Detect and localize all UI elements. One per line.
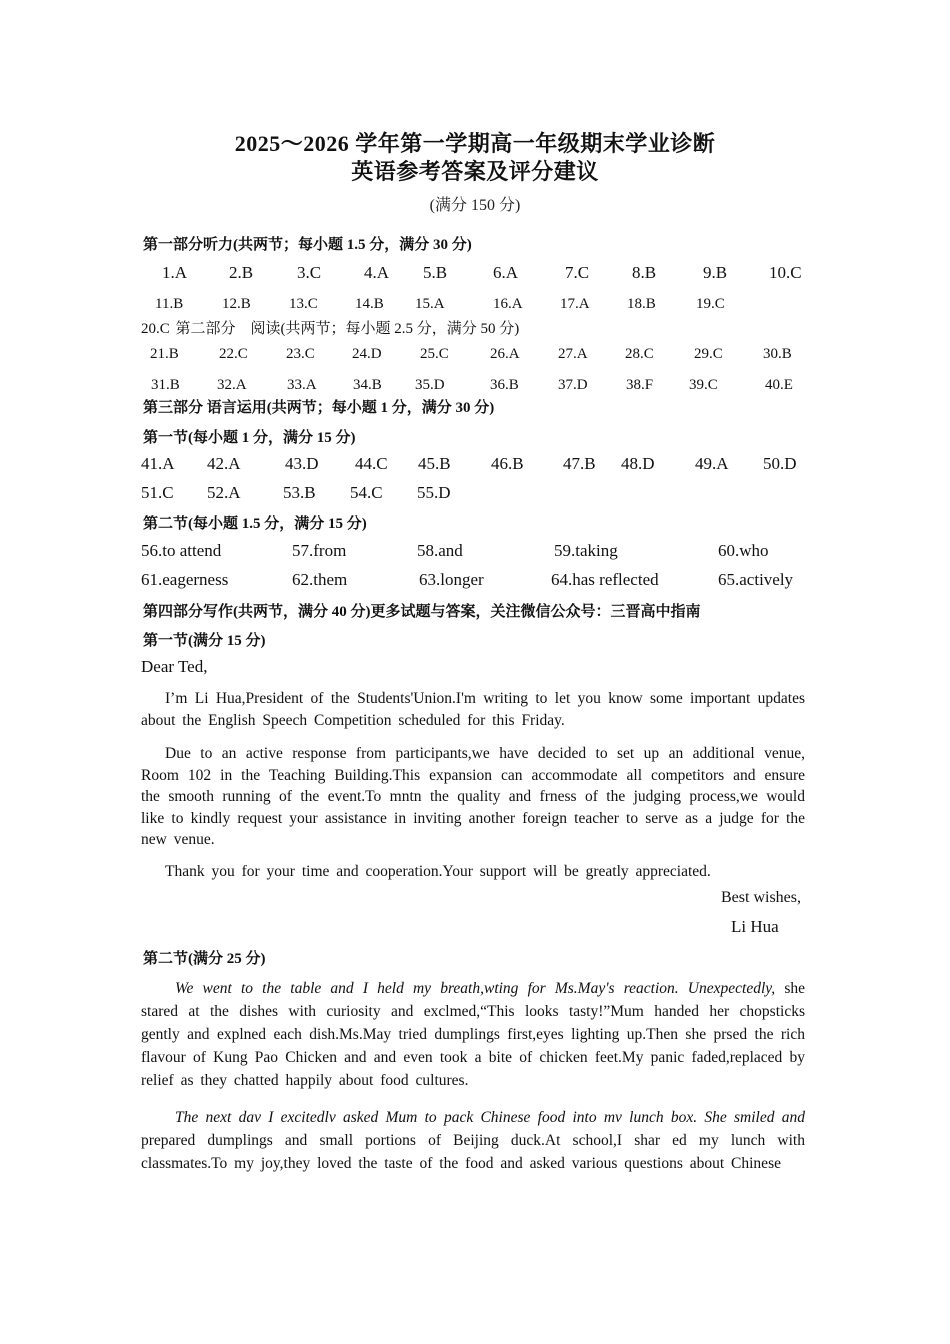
answer-item: 55.D [417,483,451,502]
paragraph-opening-italic: The next dav I excitedlv asked Mum to pack Chinese food into mv lunch box. She smiled and [175,1109,805,1126]
answer-item: 11.B [155,296,184,312]
answer-item: 65.actively [718,570,794,589]
answer-item: 14.B [355,296,384,312]
answer-row-21-30 [0,346,950,368]
answer-item: 64.has reflected [551,570,659,589]
full-score-note: (满分 150 分) [429,197,521,214]
answer-item: 63.longer [419,570,484,589]
answer-item: 41.A [141,454,175,473]
answer-item: 26.A [490,346,520,362]
answer-item: 19.C [696,296,725,312]
answer-item: 1.A [162,263,188,282]
answer-row-61-65 [0,570,950,592]
answer-item: 58.and [417,541,463,560]
answer-item: 23.C [286,346,315,362]
answer-item: 39.C [689,377,718,393]
answer-item: 47.B [563,454,596,473]
answer-item: 56.to attend [141,541,222,560]
part3-heading: 第三部分 语言运用(共两节；每小题 1 分，满分 30 分) [143,400,495,416]
answer-item: 21.B [150,346,179,362]
letter-paragraph-2: Due to an active response from participants,we have decided to set up an additional venue, Room 102 in the Teaching Building.This expansion can accommodate all competitors and ensure the smooth running of the event.To mntn the quality and frness of the judging process,we would like to kindly request your assistance in inviting another foreign teacher to serve as a judge for the new venue. [141,745,805,848]
answer-item: 18.B [627,296,656,312]
continuation-paragraph-2 [141,1106,805,1175]
part4-section1-heading: 第一节(满分 15 分) [143,633,266,649]
page-subtitle: 英语参考答案及评分建议 [351,159,599,184]
letter-paragraph-1: I’m Li Hua,President of the Students'Union.I'm writing to let you know some important updates about the English Speech Competition scheduled for this Friday. [141,690,805,729]
answer-item: 24.D [352,346,382,362]
answer-item: 46.B [491,454,524,473]
answer-row-20 [0,317,950,339]
answer-item: 38.F [626,377,654,393]
answer-item: 4.A [364,263,390,282]
answer-item: 13.C [289,296,318,312]
answer-item: 16.A [493,296,523,312]
answer-item: 37.D [558,377,588,393]
answer-item: 20.C [141,321,170,337]
answer-row-11-19 [0,296,950,318]
answer-item: 27.A [558,346,588,362]
paragraph-opening-italic: We went to the table and I held my breath,wting for Ms.May's reaction. Unexpectedly, [175,980,776,997]
answer-item: 12.B [222,296,251,312]
answer-item: 32.A [217,377,247,393]
letter-signature: Li Hua [731,917,779,936]
answer-row-51-55 [0,483,950,505]
answer-item: 5.B [423,263,448,282]
answer-item: 43.D [285,454,319,473]
answer-item: 10.C [769,263,802,282]
answer-item: 35.D [415,377,445,393]
paragraph-body: prepared dumplings and small portions of Beijing duck.At school,I shar ed my lunch with classmates.To my joy,they loved the taste of the food and asked various questions about Chinese [141,1132,805,1172]
answer-item: 62.them [292,570,348,589]
answer-row-1-10 [0,263,950,285]
part2-heading: 第二部分 阅读(共两节；每小题 2.5 分，满分 50 分) [175,321,520,337]
letter-paragraph-3: Thank you for your time and cooperation.Your support will be greatly appreciated. [165,863,711,880]
answer-item: 49.A [695,454,729,473]
part3-section2-heading: 第二节(每小题 1.5 分，满分 15 分) [143,516,367,532]
answer-item: 8.B [632,263,657,282]
answer-item: 54.C [350,483,383,502]
answer-item: 36.B [490,377,519,393]
answer-item: 30.B [763,346,792,362]
letter-closing: Best wishes, [721,889,801,906]
answer-item: 59.taking [554,541,618,560]
answer-item: 15.A [415,296,445,312]
answer-item: 40.E [765,377,793,393]
answer-row-56-60 [0,541,950,563]
answer-item: 29.C [694,346,723,362]
answer-item: 42.A [207,454,241,473]
answer-item: 31.B [151,377,180,393]
answer-item: 45.B [418,454,451,473]
answer-item: 44.C [355,454,388,473]
answer-item: 22.C [219,346,248,362]
answer-item: 6.A [493,263,519,282]
answer-item: 51.C [141,483,174,502]
page-title: 2025～2026 学年第一学期高一年级期末学业诊断 [234,131,716,156]
answer-item: 2.B [229,263,254,282]
answer-item: 61.eagerness [141,570,229,589]
continuation-paragraph-1 [141,977,805,1092]
part1-heading: 第一部分听力(共两节；每小题 1.5 分，满分 30 分) [143,237,472,253]
answer-item: 3.C [297,263,322,282]
answer-item: 52.A [207,483,241,502]
part4-section2-heading: 第二节(满分 25 分) [143,951,266,967]
answer-item: 53.B [283,483,316,502]
part3-section1-heading: 第一节(每小题 1 分，满分 15 分) [143,430,356,446]
answer-row-41-50 [0,454,950,476]
answer-item: 57.from [292,541,347,560]
answer-item: 17.A [560,296,590,312]
answer-item: 48.D [621,454,655,473]
answer-item: 33.A [287,377,317,393]
part4-heading: 第四部分写作(共两节，满分 40 分)更多试题与答案，关注微信公众号：三晋高中指南 [143,604,701,620]
answer-item: 60.who [718,541,769,560]
answer-item: 7.C [565,263,590,282]
answer-item: 50.D [763,454,797,473]
paragraph-body: she stared at the dishes with curiosity and exclmed,“This looks tasty!”Mum handed her chopsticks gently and explned each dish.Ms.May tried dumplings first,eyes lighting up.Then she prsed the rich flavour of Kung Pao Chicken and and even took a bite of chicken feet.My panic faded,replaced by relief as they chatted happily about food cultures. [141,980,805,1089]
answer-row-20-line [141,317,519,338]
answer-item: 25.C [420,346,449,362]
answer-item: 9.B [703,263,728,282]
answer-item: 34.B [353,377,382,393]
answer-item: 28.C [625,346,654,362]
letter-greeting: Dear Ted, [141,657,208,676]
